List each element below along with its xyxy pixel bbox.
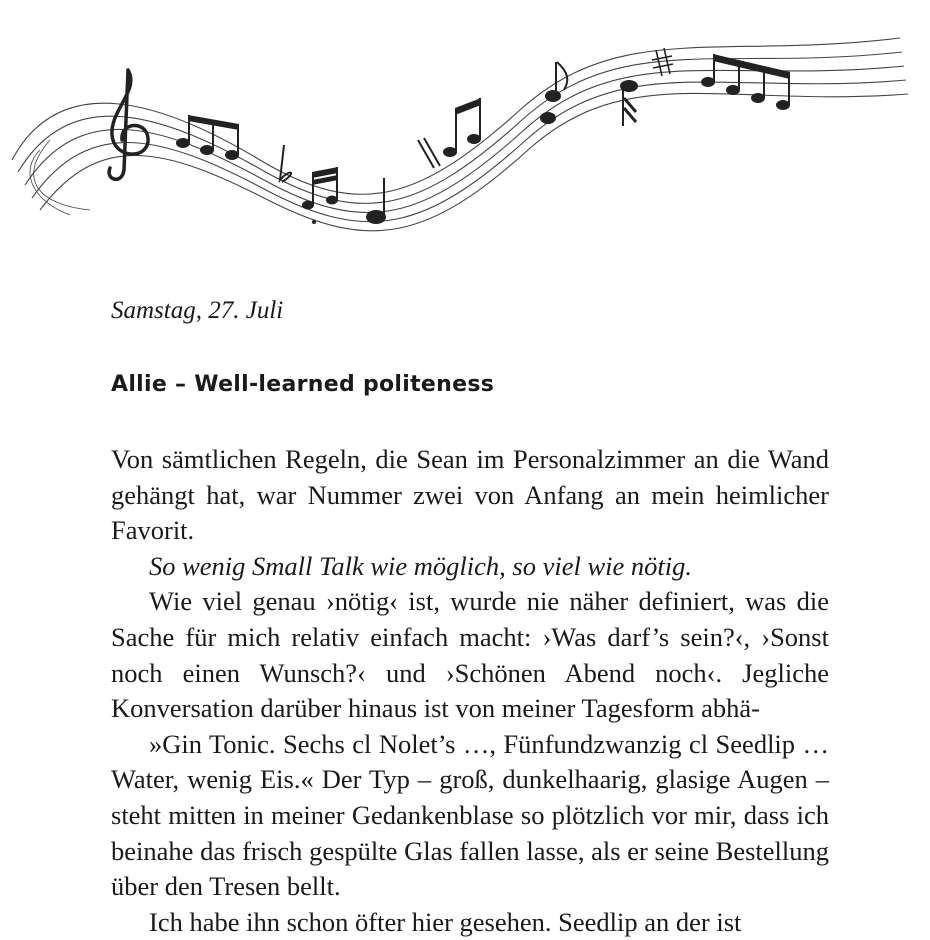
flat-sign-icon [280, 145, 291, 182]
note-group-3 [418, 98, 481, 168]
note-group-4 [540, 62, 567, 124]
body-text [111, 442, 829, 940]
treble-clef-icon [109, 70, 148, 179]
paragraph: So wenig Small Talk wie möglich, so viel wie nötig. [149, 550, 692, 581]
note-single-1 [366, 178, 386, 224]
note-group-5 [620, 48, 673, 126]
note-group-2 [302, 167, 338, 224]
paragraph: Wie viel genau ›nötig‹ ist, wurde nie näher definiert, was die Sache für mich relativ einfach macht: ›Was darf’s sein?‹, ›Sonst noch einen Wunsch?‹ und ›Schönen Abend noch‹. Jegliche Konversation darüber hinaus ist von meiner Tagesform abhä- [111, 586, 829, 724]
note-group-6 [701, 54, 790, 110]
music-staff-illustration [0, 0, 930, 240]
paragraph: Von sämtlichen Regeln, die Sean im Personalzimmer an die Wand gehängt hat, war Nummer zwei von Anfang an mein heimlicher Favorit. [111, 444, 829, 546]
paragraph: »Gin Tonic. Sechs cl Nolet’s …, Fünfundzwanzig cl Seedlip … Water, wenig Eis.« Der Typ – groß, dunkelhaarig, glasige Augen – steht mitten in meiner Gedankenblase so plötzlich vor mir, dass ich beinahe das frisch gespülte Glas fallen lasse, als er seine Bestellung über den Tresen bellt. [111, 728, 829, 902]
paragraph: Ich habe ihn schon öfter hier gesehen. Seedlip an der ist [149, 906, 742, 937]
entry-date: Samstag, 27. Juli [111, 297, 284, 324]
chapter-title: Allie – Well-learned politeness [111, 372, 495, 397]
